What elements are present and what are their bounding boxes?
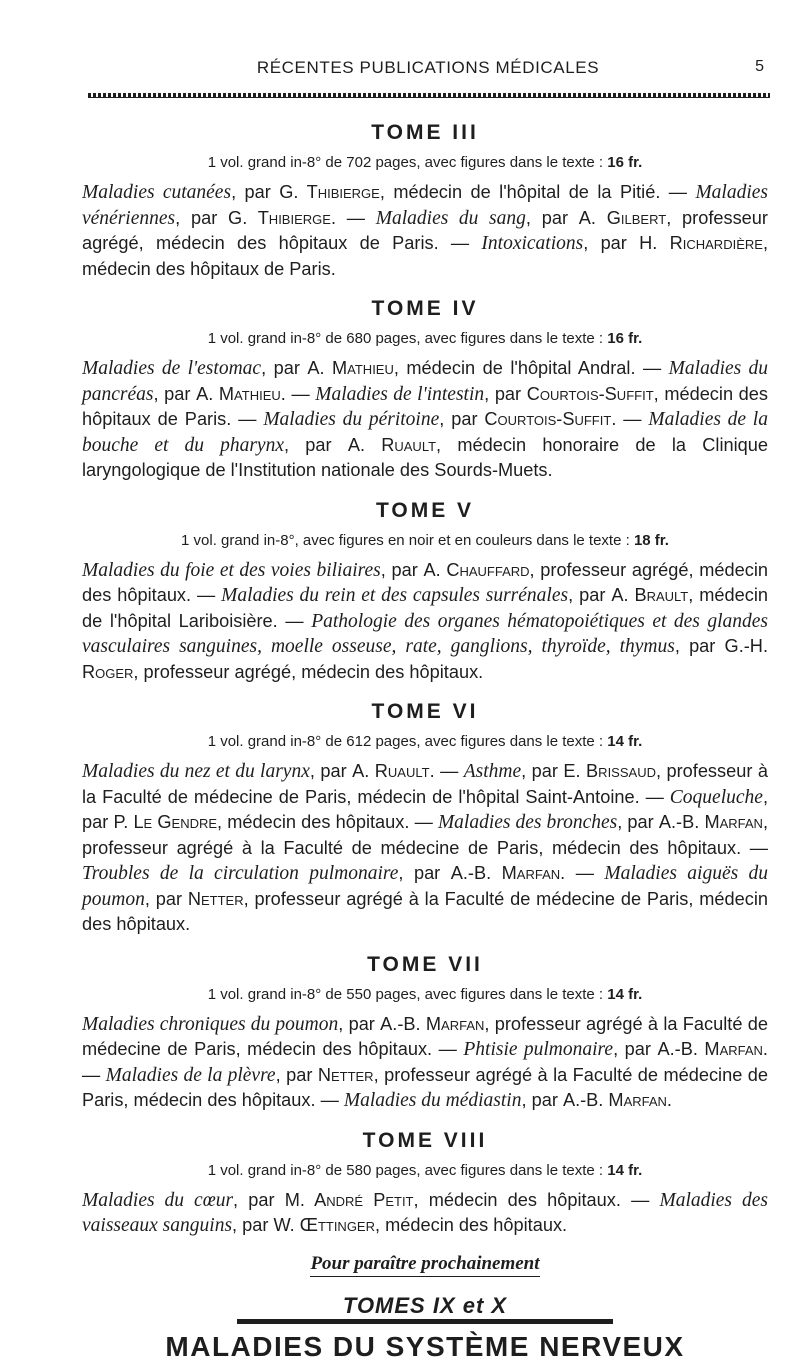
entry-text: , médecin des hôpitaux de Paris. (82, 233, 768, 279)
entry-text: , par (613, 1039, 658, 1059)
volume-price: 14 fr. (607, 985, 643, 1003)
entry-text: , par (175, 207, 229, 228)
author-name: A.-B. Marfan (380, 1013, 485, 1034)
tome-section (82, 952, 768, 1114)
tome-sections (82, 120, 768, 1239)
entry-text: , par (233, 1189, 285, 1210)
entry-text: , par (338, 1013, 381, 1034)
entry-text: , par (617, 812, 659, 832)
author-name: H. Richardière (639, 233, 763, 253)
author-name: P. Le Gendre (113, 812, 218, 832)
disease-title: Maladies du foie et des voies biliaires (82, 559, 381, 581)
entry-text: . (666, 1090, 672, 1110)
forthcoming-subject: MALADIES DU SYSTÈME NERVEUX (165, 1330, 685, 1362)
tome-heading: TOME VI (371, 700, 479, 723)
entry-text: . — (330, 207, 376, 228)
author-name: G.-H. Roger (82, 636, 768, 682)
entry-text: , par (484, 383, 527, 404)
disease-title: Asthme (463, 761, 522, 782)
disease-title: Maladies de l'estomac (82, 358, 262, 379)
author-name: Courtois-Suffit (526, 383, 654, 404)
entry-text: , par (525, 207, 579, 228)
tome-heading: TOME III (371, 121, 479, 144)
entry-text: , par (231, 182, 280, 202)
entry-text: , par (380, 559, 424, 580)
entry-text: , par (568, 585, 612, 605)
entry-text: , par (439, 409, 485, 429)
entry-text: . — (429, 761, 464, 781)
tome-section (82, 296, 768, 484)
author-name: A. Mathieu (307, 358, 394, 378)
disease-title: Troubles de la circulation pulmonaire (82, 863, 399, 884)
tome-contents (82, 356, 768, 484)
entry-text: , médecin honoraire de la Clinique laryngologique de l'Institution nationale des Sourds-Muets. (82, 434, 768, 480)
author-name: G. Thibierge (279, 182, 380, 202)
author-name: A.-B. Marfan (657, 1039, 763, 1059)
disease-title: Pathologie des organes hématopoiétiques et des glandes vasculaires sanguines, moelle osseuse, rate, ganglions, thyroïde, thymus (82, 610, 768, 657)
entry-text: . — (560, 863, 605, 883)
entry-text: , professeur agrégé à la Faculté de médecine de Paris, médecin des hôpitaux. — (82, 1013, 768, 1059)
tome-section (82, 699, 768, 938)
page-content (82, 120, 768, 1364)
entry-text: , médecin des hôpitaux. — (217, 812, 438, 832)
volume-description: 1 vol. grand in-8° de 580 pages, avec figures dans le texte : (207, 1161, 608, 1179)
entry-text: , par (275, 1064, 318, 1085)
author-name: A. Brault (611, 585, 689, 605)
author-name: E. Brissaud (563, 761, 656, 781)
running-head (88, 58, 768, 86)
author-name: A. Ruault (352, 761, 430, 781)
disease-title: Maladies de l'intestin (315, 383, 485, 405)
author-name: G. Thibierge (228, 207, 331, 228)
volume-info (82, 531, 768, 551)
volume-info (82, 985, 768, 1005)
entry-text: , professeur agrégé, médecin des hôpitaux. — (82, 559, 768, 605)
disease-title: Phtisie pulmonaire (463, 1039, 614, 1060)
tome-contents (82, 1012, 768, 1114)
entry-text: , professeur à la Faculté de médecine de Paris, médecin de l'hôpital Saint-Antoine. — (82, 761, 768, 807)
entry-text: , par (309, 761, 353, 781)
entry-text: , par (144, 888, 188, 909)
author-name: A.-B. Marfan (450, 863, 561, 883)
entry-text: , par (283, 434, 348, 455)
tome-section (82, 498, 768, 686)
disease-title: Maladies du sang (375, 207, 526, 229)
entry-text: , par (82, 786, 768, 832)
tome-section (82, 120, 768, 282)
disease-title: Maladies de la plèvre (105, 1064, 276, 1086)
running-head-title: RÉCENTES PUBLICATIONS MÉDICALES (256, 58, 600, 77)
volume-description: 1 vol. grand in-8°, avec figures en noir et en couleurs dans le texte : (181, 531, 634, 549)
disease-title: Maladies des vaisseaux sanguins (82, 1189, 769, 1236)
disease-title: Maladies du nez et du larynx (82, 761, 310, 782)
author-name: W. Œttinger (273, 1215, 375, 1235)
volume-description: 1 vol. grand in-8° de 612 pages, avec figures dans le texte : (207, 733, 608, 750)
entry-text: , professeur agrégé à la Faculté de médecine de Paris, médecin des hôpitaux. (82, 888, 768, 934)
disease-title: Maladies des bronches (437, 812, 618, 833)
author-name: A.-B. Marfan (562, 1090, 667, 1110)
volume-info (82, 732, 768, 752)
entry-text: , médecin de l'hôpital de la Pitié. — (379, 182, 696, 202)
tome-heading: TOME VIII (362, 1128, 488, 1152)
disease-title: Maladies du cœur (82, 1189, 234, 1211)
tome-contents (82, 1188, 768, 1239)
entry-text: , par (521, 761, 564, 781)
volume-price: 18 fr. (633, 531, 669, 549)
entry-text: , par (398, 863, 451, 883)
author-name: A. Gilbert (578, 207, 667, 228)
volume-price: 16 fr. (607, 154, 643, 171)
tome-heading: TOME V (375, 498, 475, 522)
entry-text: , par (521, 1090, 563, 1110)
tome-heading: TOME VII (367, 952, 483, 976)
disease-title: Maladies du péritoine (263, 409, 440, 430)
volume-price: 16 fr. (607, 330, 643, 347)
tome-contents (82, 759, 768, 938)
tome-heading: TOME IV (371, 297, 479, 320)
entry-text: , par (583, 233, 640, 253)
header-rule (88, 93, 770, 98)
volume-info (82, 153, 768, 173)
entry-text: . — (280, 383, 316, 404)
entry-text: , par (261, 358, 308, 378)
tome-section (82, 1128, 768, 1239)
author-name: Courtois-Suffit (484, 409, 612, 429)
disease-title: Maladies du pancréas (82, 358, 769, 405)
forthcoming-notice (82, 1253, 768, 1364)
volume-price: 14 fr. (607, 1161, 643, 1179)
entry-text: , professeur agrégé à la Faculté de médecine de Paris, médecin des hôpitaux. — (82, 812, 769, 858)
entry-text: . — (82, 1039, 768, 1085)
disease-title: Maladies vénériennes (82, 182, 769, 229)
disease-title: Maladies aiguës du poumon (82, 863, 768, 910)
volume-info (82, 329, 768, 349)
disease-title: Maladies du médiastin (343, 1090, 522, 1111)
disease-title: Maladies du rein et des capsules surrénales (221, 585, 569, 606)
author-name: M. André Petit (284, 1189, 414, 1210)
volume-description: 1 vol. grand in-8° de 702 pages, avec figures dans le texte : (207, 154, 608, 171)
entry-text: , médecin des hôpitaux. — (413, 1189, 660, 1210)
entry-text: , médecin de l'hôpital Lariboisière. — (82, 585, 768, 631)
volume-description: 1 vol. grand in-8° de 550 pages, avec figures dans le texte : (207, 985, 608, 1003)
tome-contents (82, 558, 768, 686)
author-name: A.-B. Marfan (658, 812, 763, 832)
entry-text: , médecin de l'hôpital Andral. — (393, 358, 669, 378)
volume-price: 14 fr. (607, 733, 643, 750)
tome-contents (82, 180, 768, 282)
volume-info (82, 1161, 768, 1181)
forthcoming-label: Pour paraître prochainement (310, 1253, 539, 1277)
entry-text: , par (232, 1215, 274, 1235)
volume-description: 1 vol. grand in-8° de 680 pages, avec figures dans le texte : (207, 330, 608, 347)
disease-title: Maladies cutanées (82, 182, 232, 203)
disease-title: Maladies de la bouche et du pharynx (82, 409, 768, 456)
entry-text: , par (153, 383, 197, 404)
author-name: A. Ruault (347, 434, 437, 455)
author-name: Netter (317, 1064, 374, 1085)
entry-text: , professeur agrégé, médecin des hôpitaux. (133, 661, 484, 682)
disease-title: Intoxications (481, 233, 584, 254)
entry-text: , par (674, 636, 725, 656)
forthcoming-rule (237, 1319, 613, 1324)
author-name: Netter (187, 888, 244, 909)
disease-title: Coqueluche (669, 786, 763, 808)
author-name: A. Chauffard (423, 559, 530, 580)
entry-text: , médecin des hôpitaux de Paris. — (82, 383, 769, 429)
entry-text: , professeur agrégé à la Faculté de médecine de Paris, médecin des hôpitaux. — (82, 1064, 768, 1110)
forthcoming-tomes: TOMES IX et X (342, 1292, 508, 1318)
entry-text: . — (611, 409, 649, 429)
author-name: A. Mathieu (196, 383, 281, 404)
entry-text: , médecin des hôpitaux. (375, 1215, 568, 1235)
page-number: 5 (755, 58, 764, 75)
disease-title: Maladies chroniques du poumon (82, 1013, 339, 1035)
entry-text: , professeur agrégé, médecin des hôpitaux de Paris. — (82, 207, 768, 253)
